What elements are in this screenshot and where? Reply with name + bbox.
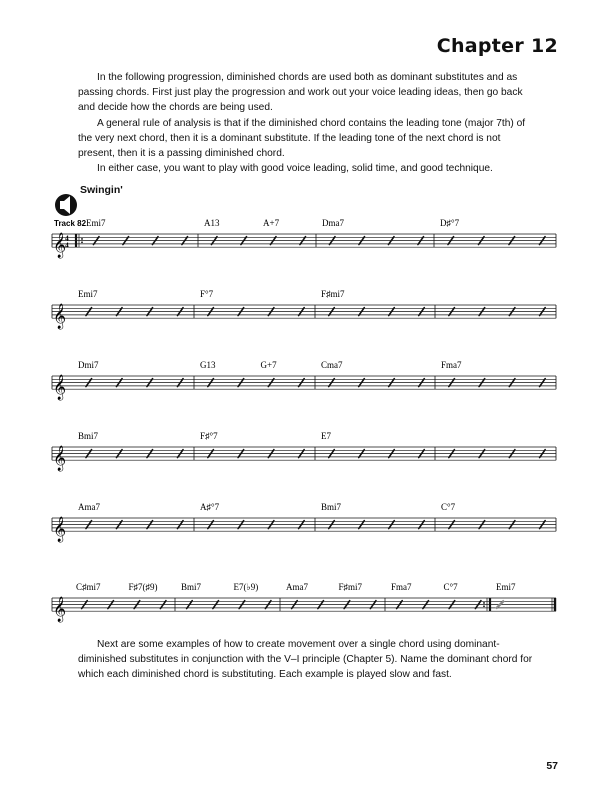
outro-paragraph-1: Next are some examples of how to create movement over a single chord using dominant-diminished substitutes in conjunction with the V–I principle (Chapter 5). Name the dominant chord for which each diminished chord is substituting. Each example is played slow and fast. bbox=[78, 639, 533, 681]
repeat-dot bbox=[81, 241, 83, 243]
chord-symbol: Emi7 bbox=[496, 582, 516, 592]
treble-clef: 𝄞 bbox=[53, 375, 67, 401]
treble-clef: 𝄞 bbox=[53, 304, 67, 330]
chord-symbol: Fma7 bbox=[441, 360, 462, 370]
chord-symbol: Ama7 bbox=[78, 502, 100, 512]
audio-track-icon bbox=[55, 194, 77, 216]
time-signature-top: 4 bbox=[65, 233, 69, 243]
chord-symbol: Cma7 bbox=[321, 360, 343, 370]
treble-clef: 𝄞 bbox=[53, 446, 67, 472]
repeat-dot bbox=[483, 602, 485, 604]
intro-paragraph-2: A general rule of analysis is that if the diminished chord contains the leading tone (major 7th) of the very next chord, then it is a dominant substitute. If the leading tone of the next chord is not present, then it is a passing diminished chord. bbox=[78, 117, 526, 160]
chord-symbol: Fma7 bbox=[391, 582, 412, 592]
chord-symbol: E7(♭9) bbox=[233, 582, 259, 592]
staff-system-5 bbox=[52, 502, 556, 542]
chord-symbol: Dma7 bbox=[322, 218, 344, 228]
treble-clef: 𝄞 bbox=[53, 597, 67, 623]
staff-system-2 bbox=[52, 289, 556, 329]
chord-symbol: A13 bbox=[204, 218, 220, 228]
chord-symbol: E7 bbox=[321, 431, 331, 441]
track-label: Track 82 bbox=[54, 219, 87, 228]
chord-symbol: G13 bbox=[200, 360, 216, 370]
chord-symbol: C♯mi7 bbox=[76, 582, 101, 592]
chord-symbol: A+7 bbox=[263, 218, 280, 228]
chord-symbol: D♯°7 bbox=[440, 218, 460, 228]
outro-text bbox=[78, 637, 540, 683]
chord-symbol: A♯°7 bbox=[200, 502, 220, 512]
time-signature-bottom: 4 bbox=[65, 240, 69, 250]
treble-clef: 𝄞 bbox=[53, 517, 67, 543]
repeat-dot bbox=[483, 605, 485, 607]
intro-paragraph-3: In either case, you want to play with good voice leading, solid time, and good technique. bbox=[97, 163, 493, 175]
chord-symbol: F°7 bbox=[200, 289, 214, 299]
intro-paragraph-1: In the following progression, diminished chords are used both as dominant substitutes and as passing chords. First just play the progression and work out your voice leading ideas, then go back and decide how the chords are being used. bbox=[78, 72, 523, 114]
chord-symbol: F♯°7 bbox=[200, 431, 218, 441]
chord-symbol: F♯mi7 bbox=[321, 289, 345, 299]
chord-symbol: Emi7 bbox=[86, 218, 106, 228]
chord-symbol: Bmi7 bbox=[78, 431, 99, 441]
chord-symbol: Bmi7 bbox=[181, 582, 202, 592]
chord-symbol: F♯7(♯9) bbox=[128, 582, 158, 592]
chapter-title: Chapter 12 bbox=[436, 35, 558, 57]
staff-system-6 bbox=[52, 582, 556, 622]
staff-system-3 bbox=[52, 360, 556, 400]
repeat-dot bbox=[81, 238, 83, 240]
chord-symbol: Ama7 bbox=[286, 582, 308, 592]
chord-symbol: F♯mi7 bbox=[338, 582, 363, 592]
chord-symbol: G+7 bbox=[260, 360, 277, 370]
staff-system-1 bbox=[52, 218, 556, 258]
treble-clef: 𝄞 bbox=[53, 233, 67, 259]
tempo-marking: Swingin' bbox=[80, 184, 123, 196]
chord-symbol: C°7 bbox=[443, 582, 458, 592]
chord-symbol: Dmi7 bbox=[78, 360, 99, 370]
chord-symbol: C°7 bbox=[441, 502, 456, 512]
chord-symbol: Bmi7 bbox=[321, 502, 342, 512]
chord-symbol: Emi7 bbox=[78, 289, 98, 299]
staff-system-4 bbox=[52, 431, 556, 471]
page-number: 57 bbox=[546, 760, 558, 772]
